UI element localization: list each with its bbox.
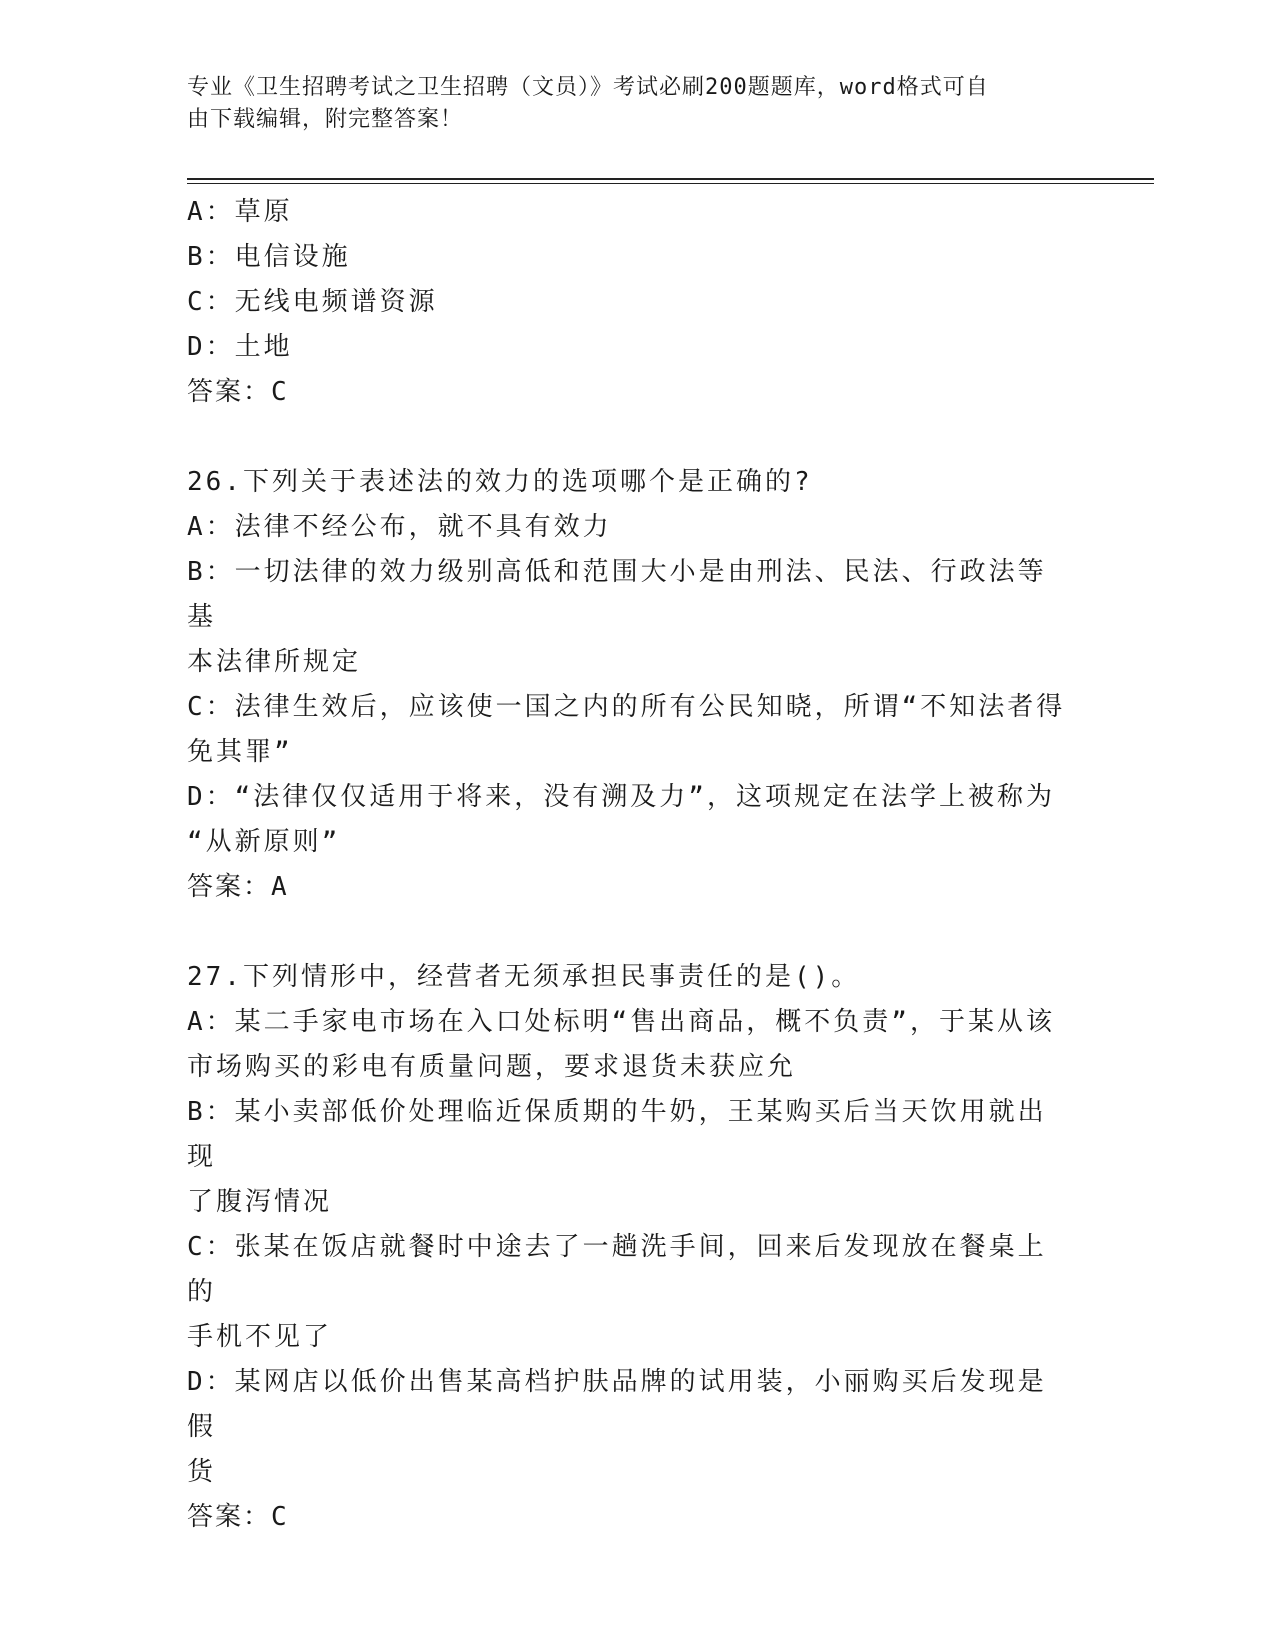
document-body <box>187 190 1067 1540</box>
option-b-continued: 本法律所规定 <box>187 647 362 677</box>
option-b: B：某小卖部低价处理临近保质期的牛奶，王某购买后当天饮用就出现 <box>187 1097 1047 1172</box>
header-line-1: 专业《卫生招聘考试之卫生招聘（文员）》考试必刷200题题库，word格式可自 <box>187 75 989 100</box>
option-c-continued: 手机不见了 <box>187 1322 333 1352</box>
option-c: C：无线电频谱资源 <box>187 287 438 317</box>
answer-line <box>187 370 1067 415</box>
question-stem: 27.下列情形中，经营者无须承担民事责任的是()。 <box>187 962 861 992</box>
option-b: B：一切法律的效力级别高低和范围大小是由刑法、民法、行政法等基 <box>187 557 1047 632</box>
answer-line <box>187 865 1067 910</box>
header-divider-thin <box>187 183 1154 184</box>
option-d-continued: “从新原则” <box>187 827 341 857</box>
option-d-continued: 货 <box>187 1457 217 1487</box>
question-27 <box>187 955 1067 1540</box>
option-c-continued: 免其罪” <box>187 737 293 767</box>
option-d: D：土地 <box>187 332 293 362</box>
option-c: C：法律生效后，应该使一国之内的所有公民知晓，所谓“不知法者得 <box>187 692 1066 722</box>
option-a: A：草原 <box>187 197 293 227</box>
question-stem: 26.下列关于表述法的效力的选项哪个是正确的? <box>187 467 813 497</box>
option-d: D：“法律仅仅适用于将来，没有溯及力”，这项规定在法学上被称为 <box>187 782 1055 812</box>
answer-label: 答案： <box>187 377 272 407</box>
header-line-2: 由下载编辑，附完整答案！ <box>187 107 464 132</box>
answer-label: 答案： <box>187 1502 272 1532</box>
option-b-continued: 了腹泻情况 <box>187 1187 333 1217</box>
answer-value: C <box>271 1502 289 1532</box>
answer-value: A <box>271 872 289 902</box>
option-a: A：某二手家电市场在入口处标明“售出商品，概不负责”，于某从该 <box>187 1007 1055 1037</box>
answer-line <box>187 1495 1067 1540</box>
header-divider-thick <box>187 178 1154 180</box>
previous-question-tail <box>187 190 1067 415</box>
question-26 <box>187 460 1067 910</box>
option-a: A：法律不经公布，就不具有效力 <box>187 512 612 542</box>
option-a-continued: 市场购买的彩电有质量问题，要求退货未获应允 <box>187 1052 797 1082</box>
answer-label: 答案： <box>187 872 272 902</box>
option-c: C：张某在饭店就餐时中途去了一趟洗手间，回来后发现放在餐桌上的 <box>187 1232 1047 1307</box>
option-b: B：电信设施 <box>187 242 351 272</box>
answer-value: C <box>271 377 289 407</box>
option-d: D：某网店以低价出售某高档护肤品牌的试用装，小丽购买后发现是假 <box>187 1367 1047 1442</box>
document-header <box>187 72 1067 136</box>
